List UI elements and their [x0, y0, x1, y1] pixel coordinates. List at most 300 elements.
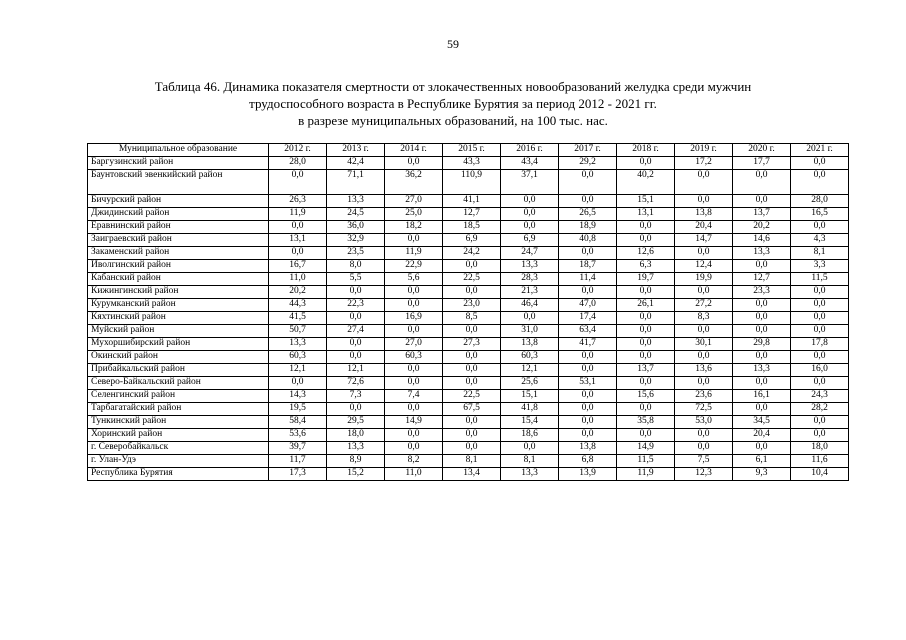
value-cell: 60,3	[269, 351, 327, 364]
value-cell: 17,2	[675, 157, 733, 170]
value-cell: 41,1	[443, 195, 501, 208]
value-cell: 60,3	[385, 351, 443, 364]
municipality-name-cell: Мухоршибирский район	[88, 338, 269, 351]
value-cell: 0,0	[269, 377, 327, 390]
municipality-name-cell: г. Улан-Удэ	[88, 455, 269, 468]
value-cell: 22,9	[385, 260, 443, 273]
value-cell: 43,4	[501, 157, 559, 170]
value-cell: 13,3	[733, 364, 791, 377]
value-cell: 41,7	[559, 338, 617, 351]
value-cell: 17,3	[269, 468, 327, 481]
value-cell: 0,0	[327, 338, 385, 351]
value-cell: 0,0	[733, 442, 791, 455]
value-cell: 71,1	[327, 170, 385, 195]
value-cell: 11,9	[269, 208, 327, 221]
value-cell: 0,0	[733, 403, 791, 416]
value-cell: 0,0	[791, 325, 849, 338]
value-cell: 7,3	[327, 390, 385, 403]
value-cell: 0,0	[559, 403, 617, 416]
value-cell: 13,8	[559, 442, 617, 455]
value-cell: 18,0	[791, 442, 849, 455]
value-cell: 35,8	[617, 416, 675, 429]
value-cell: 12,1	[501, 364, 559, 377]
value-cell: 0,0	[617, 234, 675, 247]
value-cell: 27,3	[443, 338, 501, 351]
value-cell: 20,4	[675, 221, 733, 234]
value-cell: 23,3	[733, 286, 791, 299]
value-cell: 0,0	[385, 299, 443, 312]
value-cell: 27,2	[675, 299, 733, 312]
value-cell: 8,3	[675, 312, 733, 325]
value-cell: 13,3	[501, 260, 559, 273]
column-header: 2013 г.	[327, 144, 385, 157]
value-cell: 0,0	[675, 442, 733, 455]
value-cell: 16,9	[385, 312, 443, 325]
value-cell: 72,5	[675, 403, 733, 416]
value-cell: 0,0	[385, 403, 443, 416]
value-cell: 36,2	[385, 170, 443, 195]
value-cell: 0,0	[675, 247, 733, 260]
value-cell: 0,0	[559, 390, 617, 403]
value-cell: 67,5	[443, 403, 501, 416]
value-cell: 0,0	[327, 403, 385, 416]
value-cell: 23,6	[675, 390, 733, 403]
value-cell: 0,0	[559, 416, 617, 429]
value-cell: 0,0	[791, 377, 849, 390]
value-cell: 0,0	[385, 429, 443, 442]
value-cell: 8,1	[501, 455, 559, 468]
value-cell: 20,4	[733, 429, 791, 442]
table-row	[88, 455, 849, 468]
value-cell: 8,1	[443, 455, 501, 468]
value-cell: 16,0	[791, 364, 849, 377]
value-cell: 6,3	[617, 260, 675, 273]
table-row	[88, 312, 849, 325]
municipality-name-cell: Тарбагатайский район	[88, 403, 269, 416]
value-cell: 29,5	[327, 416, 385, 429]
table-row	[88, 403, 849, 416]
caption-line-2: трудоспособного возраста в Республике Бурятия за период 2012 - 2021 гг.	[249, 96, 657, 111]
municipality-name-cell: Кяхтинский район	[88, 312, 269, 325]
value-cell: 0,0	[559, 247, 617, 260]
value-cell: 13,7	[617, 364, 675, 377]
table-row	[88, 273, 849, 286]
municipality-name-cell: Джидинский район	[88, 208, 269, 221]
value-cell: 29,2	[559, 157, 617, 170]
value-cell: 25,6	[501, 377, 559, 390]
value-cell: 0,0	[443, 364, 501, 377]
table-row	[88, 195, 849, 208]
value-cell: 15,1	[501, 390, 559, 403]
value-cell: 0,0	[269, 247, 327, 260]
value-cell: 41,5	[269, 312, 327, 325]
value-cell: 53,1	[559, 377, 617, 390]
value-cell: 0,0	[791, 416, 849, 429]
value-cell: 8,1	[791, 247, 849, 260]
value-cell: 19,9	[675, 273, 733, 286]
municipality-name-cell: Кабанский район	[88, 273, 269, 286]
value-cell: 0,0	[733, 351, 791, 364]
table-row	[88, 208, 849, 221]
column-header: 2021 г.	[791, 144, 849, 157]
value-cell: 8,2	[385, 455, 443, 468]
value-cell: 9,3	[733, 468, 791, 481]
value-cell: 22,3	[327, 299, 385, 312]
value-cell: 11,0	[385, 468, 443, 481]
value-cell: 23,5	[327, 247, 385, 260]
value-cell: 13,1	[269, 234, 327, 247]
value-cell: 0,0	[269, 170, 327, 195]
table-caption	[60, 78, 846, 129]
value-cell: 19,5	[269, 403, 327, 416]
value-cell: 0,0	[501, 221, 559, 234]
value-cell: 0,0	[791, 170, 849, 195]
value-cell: 11,6	[791, 455, 849, 468]
column-header: 2019 г.	[675, 144, 733, 157]
value-cell: 53,6	[269, 429, 327, 442]
value-cell: 50,7	[269, 325, 327, 338]
value-cell: 19,7	[617, 273, 675, 286]
municipality-name-cell: Баргузинский район	[88, 157, 269, 170]
table-row	[88, 468, 849, 481]
value-cell: 11,0	[269, 273, 327, 286]
value-cell: 13,3	[269, 338, 327, 351]
value-cell: 0,0	[733, 325, 791, 338]
value-cell: 0,0	[675, 377, 733, 390]
value-cell: 7,5	[675, 455, 733, 468]
value-cell: 15,1	[617, 195, 675, 208]
value-cell: 28,0	[269, 157, 327, 170]
value-cell: 12,1	[269, 364, 327, 377]
value-cell: 44,3	[269, 299, 327, 312]
municipality-name-cell: Закаменский район	[88, 247, 269, 260]
value-cell: 0,0	[617, 286, 675, 299]
value-cell: 0,0	[385, 157, 443, 170]
table-row	[88, 221, 849, 234]
value-cell: 58,4	[269, 416, 327, 429]
value-cell: 0,0	[559, 351, 617, 364]
value-cell: 15,2	[327, 468, 385, 481]
value-cell: 0,0	[617, 377, 675, 390]
value-cell: 63,4	[559, 325, 617, 338]
value-cell: 10,4	[791, 468, 849, 481]
column-header: 2014 г.	[385, 144, 443, 157]
value-cell: 11,9	[385, 247, 443, 260]
value-cell: 13,1	[617, 208, 675, 221]
value-cell: 6,1	[733, 455, 791, 468]
page-number: 59	[447, 37, 459, 51]
municipality-name-cell: Еравнинский район	[88, 221, 269, 234]
table-row	[88, 234, 849, 247]
value-cell: 40,8	[559, 234, 617, 247]
municipality-name-cell: Окинский район	[88, 351, 269, 364]
table-row	[88, 286, 849, 299]
value-cell: 0,0	[385, 377, 443, 390]
value-cell: 0,0	[675, 325, 733, 338]
value-cell: 12,6	[617, 247, 675, 260]
value-cell: 18,5	[443, 221, 501, 234]
value-cell: 0,0	[617, 325, 675, 338]
value-cell: 0,0	[675, 286, 733, 299]
value-cell: 18,2	[385, 221, 443, 234]
value-cell: 0,0	[733, 170, 791, 195]
value-cell: 16,5	[791, 208, 849, 221]
value-cell: 40,2	[617, 170, 675, 195]
value-cell: 0,0	[617, 338, 675, 351]
value-cell: 0,0	[791, 157, 849, 170]
value-cell: 42,4	[327, 157, 385, 170]
value-cell: 13,9	[559, 468, 617, 481]
value-cell: 0,0	[559, 286, 617, 299]
value-cell: 24,7	[501, 247, 559, 260]
value-cell: 6,9	[443, 234, 501, 247]
table-row	[88, 170, 849, 195]
municipality-name-cell: Заиграевский район	[88, 234, 269, 247]
value-cell: 13,3	[327, 442, 385, 455]
value-cell: 8,5	[443, 312, 501, 325]
value-cell: 30,1	[675, 338, 733, 351]
value-cell: 32,9	[327, 234, 385, 247]
value-cell: 22,5	[443, 273, 501, 286]
value-cell: 0,0	[617, 312, 675, 325]
value-cell: 14,6	[733, 234, 791, 247]
value-cell: 0,0	[269, 221, 327, 234]
value-cell: 0,0	[559, 429, 617, 442]
municipality-name-cell: Прибайкальский район	[88, 364, 269, 377]
value-cell: 0,0	[443, 286, 501, 299]
value-cell: 26,3	[269, 195, 327, 208]
value-cell: 5,6	[385, 273, 443, 286]
value-cell: 12,1	[327, 364, 385, 377]
column-header: 2016 г.	[501, 144, 559, 157]
municipality-name-cell: Муйский район	[88, 325, 269, 338]
value-cell: 0,0	[791, 429, 849, 442]
value-cell: 4,3	[791, 234, 849, 247]
value-cell: 27,0	[385, 338, 443, 351]
value-cell: 13,8	[675, 208, 733, 221]
value-cell: 0,0	[791, 351, 849, 364]
value-cell: 37,1	[501, 170, 559, 195]
municipality-name-cell: Курумканский район	[88, 299, 269, 312]
value-cell: 0,0	[443, 442, 501, 455]
value-cell: 0,0	[559, 195, 617, 208]
value-cell: 0,0	[443, 377, 501, 390]
value-cell: 13,6	[675, 364, 733, 377]
value-cell: 15,6	[617, 390, 675, 403]
value-cell: 0,0	[501, 208, 559, 221]
value-cell: 0,0	[617, 429, 675, 442]
municipality-name-cell: Тункинский район	[88, 416, 269, 429]
table-row	[88, 325, 849, 338]
value-cell: 0,0	[385, 364, 443, 377]
value-cell: 12,7	[443, 208, 501, 221]
value-cell: 41,8	[501, 403, 559, 416]
value-cell: 21,3	[501, 286, 559, 299]
table-row	[88, 429, 849, 442]
value-cell: 0,0	[443, 416, 501, 429]
value-cell: 25,0	[385, 208, 443, 221]
value-cell: 24,2	[443, 247, 501, 260]
column-header: 2020 г.	[733, 144, 791, 157]
value-cell: 0,0	[327, 286, 385, 299]
value-cell: 18,7	[559, 260, 617, 273]
value-cell: 110,9	[443, 170, 501, 195]
municipality-name-cell: Хоринский район	[88, 429, 269, 442]
value-cell: 6,9	[501, 234, 559, 247]
value-cell: 0,0	[617, 403, 675, 416]
table-row	[88, 364, 849, 377]
value-cell: 0,0	[791, 299, 849, 312]
table-row	[88, 157, 849, 170]
value-cell: 17,7	[733, 157, 791, 170]
value-cell: 0,0	[733, 260, 791, 273]
table-row	[88, 390, 849, 403]
value-cell: 0,0	[791, 312, 849, 325]
value-cell: 13,8	[501, 338, 559, 351]
value-cell: 0,0	[617, 157, 675, 170]
column-header: Муниципальное образование	[88, 144, 269, 157]
value-cell: 29,8	[733, 338, 791, 351]
value-cell: 0,0	[733, 195, 791, 208]
municipality-name-cell: Иволгинский район	[88, 260, 269, 273]
value-cell: 43,3	[443, 157, 501, 170]
value-cell: 15,4	[501, 416, 559, 429]
value-cell: 11,9	[617, 468, 675, 481]
value-cell: 0,0	[733, 299, 791, 312]
value-cell: 27,4	[327, 325, 385, 338]
value-cell: 11,7	[269, 455, 327, 468]
value-cell: 5,5	[327, 273, 385, 286]
column-header: 2017 г.	[559, 144, 617, 157]
value-cell: 14,7	[675, 234, 733, 247]
table-header-row	[88, 144, 849, 157]
value-cell: 12,4	[675, 260, 733, 273]
value-cell: 12,3	[675, 468, 733, 481]
value-cell: 0,0	[559, 170, 617, 195]
value-cell: 18,9	[559, 221, 617, 234]
municipality-name-cell: г. Северобайкальск	[88, 442, 269, 455]
value-cell: 34,5	[733, 416, 791, 429]
value-cell: 3,3	[791, 260, 849, 273]
value-cell: 20,2	[269, 286, 327, 299]
table-row	[88, 247, 849, 260]
value-cell: 0,0	[443, 351, 501, 364]
value-cell: 13,4	[443, 468, 501, 481]
value-cell: 31,0	[501, 325, 559, 338]
value-cell: 53,0	[675, 416, 733, 429]
value-cell: 7,4	[385, 390, 443, 403]
value-cell: 47,0	[559, 299, 617, 312]
value-cell: 39,7	[269, 442, 327, 455]
municipality-name-cell: Бичурский район	[88, 195, 269, 208]
value-cell: 17,4	[559, 312, 617, 325]
value-cell: 0,0	[443, 429, 501, 442]
table-row	[88, 260, 849, 273]
value-cell: 0,0	[617, 351, 675, 364]
value-cell: 0,0	[443, 325, 501, 338]
value-cell: 0,0	[559, 364, 617, 377]
value-cell: 0,0	[675, 170, 733, 195]
value-cell: 0,0	[675, 351, 733, 364]
value-cell: 11,5	[791, 273, 849, 286]
value-cell: 26,5	[559, 208, 617, 221]
column-header: 2015 г.	[443, 144, 501, 157]
table-row	[88, 351, 849, 364]
value-cell: 0,0	[385, 286, 443, 299]
value-cell: 60,3	[501, 351, 559, 364]
value-cell: 16,7	[269, 260, 327, 273]
table-row	[88, 377, 849, 390]
value-cell: 0,0	[791, 221, 849, 234]
column-header: 2018 г.	[617, 144, 675, 157]
value-cell: 22,5	[443, 390, 501, 403]
municipality-name-cell: Баунтовский эвенкийский район	[88, 170, 269, 195]
value-cell: 28,0	[791, 195, 849, 208]
municipality-name-cell: Северо-Байкальский район	[88, 377, 269, 390]
value-cell: 0,0	[501, 312, 559, 325]
value-cell: 8,0	[327, 260, 385, 273]
value-cell: 11,4	[559, 273, 617, 286]
value-cell: 13,3	[327, 195, 385, 208]
caption-line-1: Таблица 46. Динамика показателя смертности от злокачественных новообразований желудка среди мужчин	[154, 79, 752, 94]
value-cell: 23,0	[443, 299, 501, 312]
table-row	[88, 338, 849, 351]
value-cell: 12,7	[733, 273, 791, 286]
value-cell: 0,0	[327, 351, 385, 364]
value-cell: 20,2	[733, 221, 791, 234]
value-cell: 13,7	[733, 208, 791, 221]
value-cell: 8,9	[327, 455, 385, 468]
value-cell: 24,3	[791, 390, 849, 403]
value-cell: 0,0	[501, 442, 559, 455]
value-cell: 0,0	[675, 429, 733, 442]
mortality-table	[87, 143, 849, 481]
value-cell: 16,1	[733, 390, 791, 403]
value-cell: 14,3	[269, 390, 327, 403]
value-cell: 0,0	[443, 260, 501, 273]
value-cell: 24,5	[327, 208, 385, 221]
value-cell: 36,0	[327, 221, 385, 234]
value-cell: 18,6	[501, 429, 559, 442]
value-cell: 26,1	[617, 299, 675, 312]
value-cell: 0,0	[675, 195, 733, 208]
value-cell: 0,0	[327, 312, 385, 325]
table-row	[88, 416, 849, 429]
value-cell: 13,3	[501, 468, 559, 481]
value-cell: 28,3	[501, 273, 559, 286]
value-cell: 27,0	[385, 195, 443, 208]
value-cell: 17,8	[791, 338, 849, 351]
value-cell: 72,6	[327, 377, 385, 390]
value-cell: 0,0	[385, 325, 443, 338]
value-cell: 46,4	[501, 299, 559, 312]
value-cell: 28,2	[791, 403, 849, 416]
value-cell: 0,0	[733, 377, 791, 390]
value-cell: 0,0	[791, 286, 849, 299]
value-cell: 0,0	[617, 221, 675, 234]
caption-line-3: в разрезе муниципальных образований, на 100 тыс. нас.	[298, 113, 608, 128]
table-row	[88, 442, 849, 455]
value-cell: 6,8	[559, 455, 617, 468]
value-cell: 0,0	[385, 442, 443, 455]
value-cell: 14,9	[385, 416, 443, 429]
value-cell: 0,0	[385, 234, 443, 247]
value-cell: 14,9	[617, 442, 675, 455]
value-cell: 0,0	[501, 195, 559, 208]
column-header: 2012 г.	[269, 144, 327, 157]
table-body	[88, 157, 849, 481]
value-cell: 13,3	[733, 247, 791, 260]
